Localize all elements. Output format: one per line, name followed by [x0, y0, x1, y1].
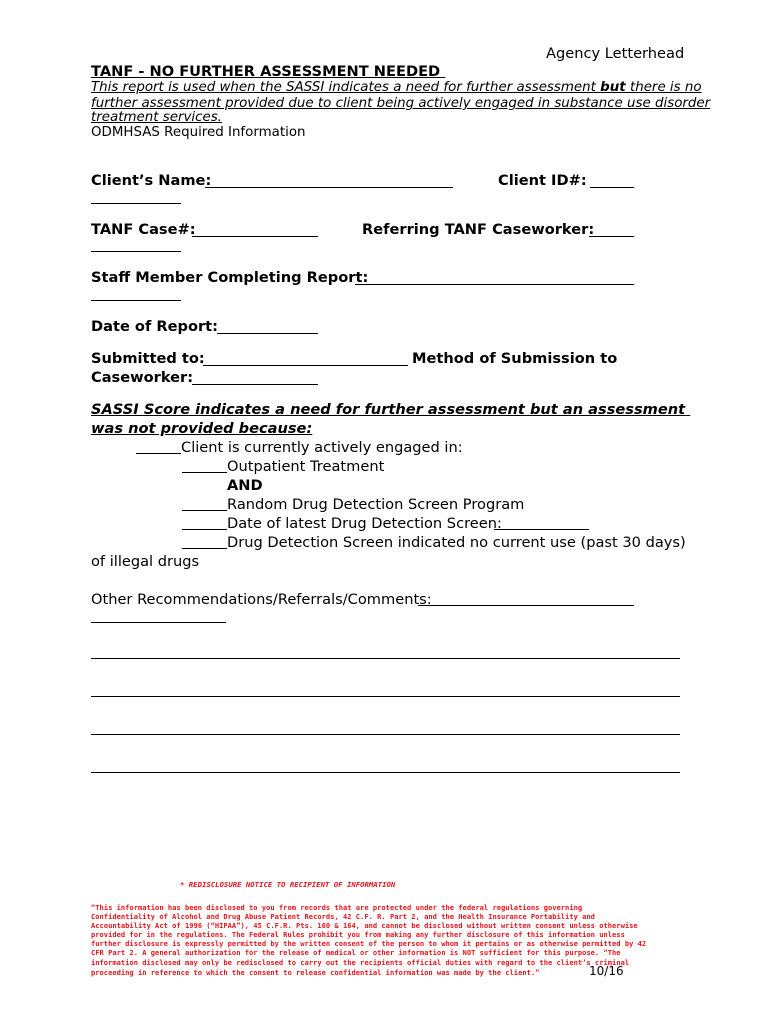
staff-member-field[interactable]: [355, 284, 634, 285]
comments-line-4[interactable]: [91, 772, 680, 773]
client-id-field[interactable]: [590, 187, 634, 188]
and-label: AND: [227, 477, 263, 494]
outpatient-checkbox-line[interactable]: [182, 472, 227, 473]
intro-line-3: treatment services.: [91, 110, 222, 125]
version-date: 10/16: [589, 964, 624, 978]
caseworker-label: Caseworker:: [91, 369, 194, 386]
document-title: TANF - NO FURTHER ASSESSMENT NEEDED: [91, 63, 441, 80]
submitted-to-field[interactable]: [203, 365, 408, 366]
random-drug-label: Random Drug Detection Screen Program: [227, 496, 525, 513]
referring-caseworker-field[interactable]: [589, 236, 634, 237]
sassi-heading-line-2: was not provided because:: [91, 420, 313, 437]
method-of-submission-label: Method of Submission to: [412, 350, 618, 367]
comments-line-2[interactable]: [91, 696, 680, 697]
random-drug-checkbox-line[interactable]: [182, 510, 227, 511]
staff-member-label: Staff Member Completing Report:: [91, 269, 369, 286]
intro-line-1: This report is used when the SASSI indicates a need for further assessment but there is no: [91, 80, 702, 95]
date-latest-label: Date of latest Drug Detection Screen:: [227, 515, 502, 532]
comments-line-3[interactable]: [91, 734, 680, 735]
redisclosure-notice-heading: * REDISCLOSURE NOTICE TO RECIPIENT OF INFORMATION: [180, 880, 396, 889]
other-recommendations-field[interactable]: [418, 605, 634, 606]
agency-letterhead: Agency Letterhead: [546, 45, 685, 62]
date-of-report-label: Date of Report:: [91, 318, 218, 335]
date-latest-field[interactable]: [494, 529, 589, 530]
notice-line: CFR Part 2. A general authorization for the release of medical or other information is NOT sufficient for this purpose. “The: [91, 948, 621, 958]
notice-line: information disclosed may only be redisclosed to carry out the recipients official duties with regard to the client’s criminal: [91, 957, 630, 967]
notice-line-last: proceeding in reference to which the consent to release confidential information was made by the client.”: [91, 968, 540, 977]
other-recommendations-label: Other Recommendations/Referrals/Comments:: [91, 591, 432, 608]
comments-line-1[interactable]: [91, 658, 680, 659]
client-name-label: Client’s Name:: [91, 172, 212, 189]
engaged-checkbox-line[interactable]: [136, 453, 181, 454]
notice-line: Confidentiality of Alcohol and Drug Abuse Patient Records, 42 C.F. R. Part 2, and the Health Insurance Portability and: [91, 912, 595, 922]
client-id-field-continued[interactable]: [91, 203, 181, 204]
referring-caseworker-field-continued[interactable]: [91, 251, 181, 252]
method-of-submission-field[interactable]: [192, 384, 318, 385]
submitted-to-label: Submitted to:: [91, 350, 205, 367]
client-id-label: Client ID#:: [498, 172, 587, 189]
referring-caseworker-label: Referring TANF Caseworker:: [362, 221, 595, 238]
no-current-use-label: Drug Detection Screen indicated no current use (past 30 days): [227, 534, 686, 551]
date-of-report-field[interactable]: [217, 333, 318, 334]
sassi-heading-line-1: SASSI Score indicates a need for further assessment but an assessment: [91, 401, 686, 418]
tanf-case-field[interactable]: [192, 236, 318, 237]
redisclosure-notice-body: [91, 903, 646, 967]
notice-line: Accountability Act of 1996 (“HIPAA”), 45 C.F.R. Pts. 160 & 164, and cannot be disclosed without written consent unless otherwise: [91, 921, 638, 931]
date-latest-checkbox-line[interactable]: [182, 529, 227, 530]
other-recommendations-field-continued[interactable]: [91, 622, 226, 623]
staff-member-field-continued[interactable]: [91, 300, 181, 301]
outpatient-label: Outpatient Treatment: [227, 458, 385, 475]
notice-line: “This information has been disclosed to you from records that are protected under the federal regulations governing: [91, 903, 583, 912]
notice-line: further disclosure is expressly permitted by the written consent of the person to whom it pertains or as otherwise permitted by 42: [91, 939, 647, 949]
no-current-use-checkbox-line[interactable]: [182, 548, 227, 549]
engaged-label: Client is currently actively engaged in:: [181, 439, 463, 456]
client-name-field[interactable]: [205, 187, 453, 188]
notice-line: provided for in the regulations. The Federal Rules prohibit you from making any further disclosure of this information unless: [91, 930, 625, 940]
intro-line-2: further assessment provided due to client being actively engaged in substance use disorder: [91, 96, 711, 111]
tanf-case-label: TANF Case#:: [91, 221, 196, 238]
illegal-drugs-label: of illegal drugs: [91, 553, 200, 570]
required-info-label: ODMHSAS Required Information: [91, 125, 306, 140]
